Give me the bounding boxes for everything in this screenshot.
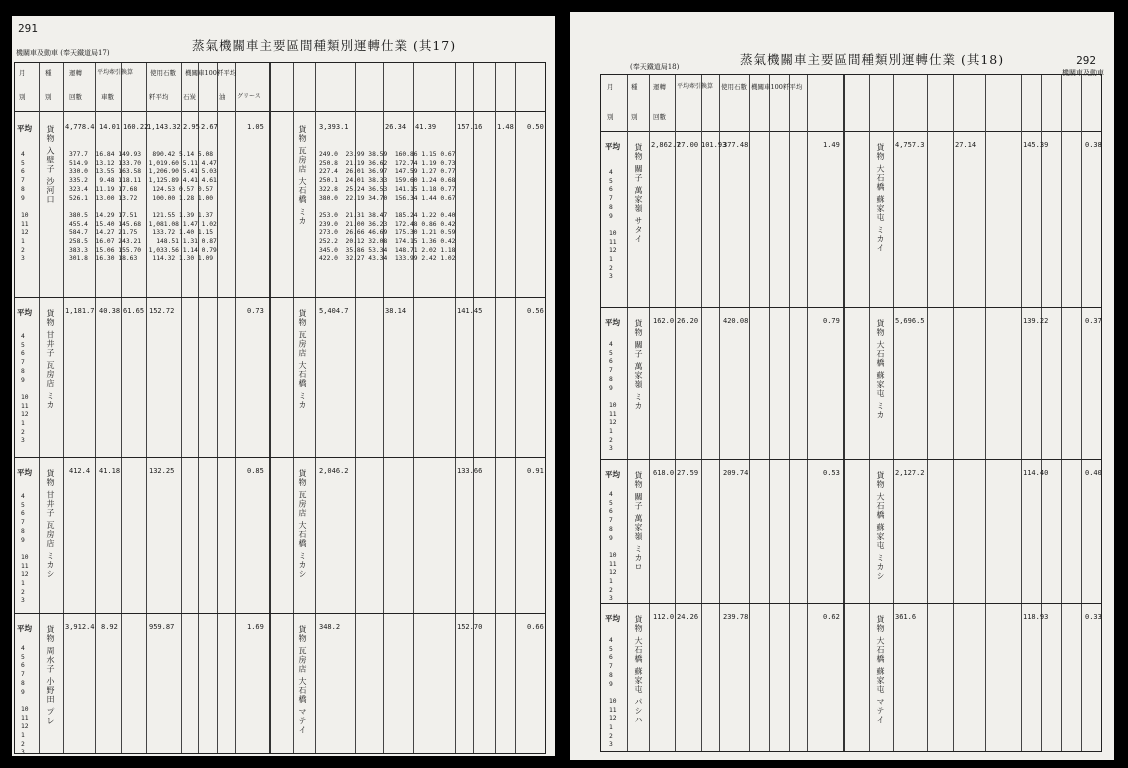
hdr-runs-count: 回數 bbox=[69, 93, 82, 101]
l-s4-route-a: 貨物 周水子 小野田 プレ bbox=[46, 625, 55, 726]
l-s1-route-a: 貨物 入壁子 沙河口 bbox=[46, 125, 55, 205]
r-s4-avg-cars: 24.26 bbox=[677, 613, 699, 621]
hdr-loco-100km: 機關車100粁平均 bbox=[185, 69, 237, 77]
r-s3-route-a: 貨物 關子 萬家嶺 ミカロ bbox=[634, 471, 643, 572]
r-s4-avg-runs: 112.0 bbox=[653, 613, 675, 621]
l-s1-avg-coal: 2.95 bbox=[183, 123, 200, 131]
hdr-oil: 油 bbox=[219, 93, 226, 101]
r-s2-avg-runs: 162.0 bbox=[653, 317, 675, 325]
l-s2-route-b: 貨物 瓦房店 大石橋 ミカ bbox=[298, 309, 307, 410]
hdr-grease: グリース bbox=[237, 93, 261, 100]
l-s2-avg-runs: 1,181.7 bbox=[65, 307, 95, 315]
r-s3-avg-grease: 0.53 bbox=[823, 469, 840, 477]
hdr-month: 月 bbox=[19, 69, 26, 77]
left-page-number: 291 bbox=[18, 22, 38, 35]
right-page bbox=[570, 12, 1114, 760]
l-s4-avg-cars: 8.92 bbox=[101, 623, 118, 631]
l-s1-avg-b-coal: 1.48 bbox=[497, 123, 514, 131]
right-corner-label: 機關車及動車 bbox=[1062, 69, 1104, 77]
r-s2-months: 4 5 6 7 8 9 10 11 12 1 2 3 bbox=[609, 341, 617, 453]
l-s4-avg-stone: 959.87 bbox=[149, 623, 175, 631]
r-hdr-month: 月 bbox=[607, 83, 614, 91]
l-s2-avg-cars: 40.38 bbox=[99, 307, 121, 315]
l-s4-avg-runs: 3,912.4 bbox=[65, 623, 95, 631]
l-s3-avg-grease: 0.85 bbox=[247, 467, 264, 475]
r-s4-avg-grease: 0.62 bbox=[823, 613, 840, 621]
r-s3-avg-b-grease: 0.40 bbox=[1085, 469, 1102, 477]
hdr-stone: 使用石數 bbox=[150, 69, 176, 77]
r-hdr-runs-count: 回數 bbox=[653, 113, 666, 121]
l-s3-avg-stone: 132.25 bbox=[149, 467, 175, 475]
l-s2-avg-grease: 0.73 bbox=[247, 307, 264, 315]
r-s3-months: 4 5 6 7 8 9 10 11 12 1 2 3 bbox=[609, 491, 617, 603]
l-s1-avg-b-runs: 3,393.1 bbox=[319, 123, 349, 131]
hdr-km-avg: 粁平均 bbox=[149, 93, 169, 101]
r-hdr-runs: 運轉 bbox=[653, 83, 666, 91]
l-s1-rows-a: 377.7 16.84 149.93 890.42 5.14 5.08 514.9 13.12 133.70 1,019.60 5.11 4.47 330.0 13.55 163.58 1,206.90 5.41 5.03 335.2 9.48 118.11 1,125.89 4.41 4.61 323.4 11.19 17.68 124.53 0.57 0.57 526.1 13.00 13.72 100.00 1.28 1.00 380.5 14.29 17.51 121.55 1.39 1.37 455.4 15.40 145.68 1,081.08 1.47 1.02 584.7 14.27 21.75 133.72 1.40 1.15 258.5 16.07 243.21 148.51 1.31 0.87 383.3 15.06 155.70 1,033.56 1.14 0.79 301.8 16.30 18.63 114.32 1.30 1.09 bbox=[69, 151, 217, 263]
right-table bbox=[600, 74, 1102, 752]
r-s2-avg-grease: 0.79 bbox=[823, 317, 840, 325]
l-s2-avg-km: 61.65 bbox=[123, 307, 145, 315]
l-s1-avg-cars: 14.01 bbox=[99, 123, 121, 131]
l-s2-avg-b-runs: 5,404.7 bbox=[319, 307, 349, 315]
l-s3-route-b: 貨物 瓦房店 大石橋 ミカシ bbox=[298, 469, 307, 579]
hdr-coal: 石炭 bbox=[183, 93, 196, 101]
r-s1-avg-km: 101.93 bbox=[701, 141, 727, 149]
r-s4-route-b: 貨物 大石橋 蘇家屯 マテイ bbox=[876, 615, 885, 725]
r-s4-route-a: 貨物 大石橋 蘇家屯 パシハ bbox=[634, 615, 643, 725]
l-s4-avg-b-stone: 152.70 bbox=[457, 623, 483, 631]
l-s1-avg-runs: 4,778.4 bbox=[65, 123, 95, 131]
l-s1-route-b: 貨物 瓦房店 大石橋 ミカ bbox=[298, 125, 307, 226]
r-hdr-month-bie: 別 bbox=[607, 113, 614, 121]
r-s3-route-b: 貨物 大石橋 蘇家屯 ミカシ bbox=[876, 471, 885, 581]
right-page-subtitle: (奉天鐵道局18) bbox=[630, 63, 680, 71]
l-s3-avg-b-grease: 0.91 bbox=[527, 467, 544, 475]
r-hdr-avg-traction: 平均牽引換算 bbox=[677, 83, 714, 90]
r-s4-avg-b-runs: 361.6 bbox=[895, 613, 917, 621]
l-s3-avg-b-stone: 133.66 bbox=[457, 467, 483, 475]
l-s1-avg-b-grease: 0.50 bbox=[527, 123, 544, 131]
r-s2-avg-b-runs: 5,696.5 bbox=[895, 317, 925, 325]
left-page bbox=[12, 16, 555, 756]
r-s2-route-b: 貨物 大石橋 蘇家屯 ミカ bbox=[876, 319, 885, 420]
l-s3-avg-runs: 412.4 bbox=[69, 467, 91, 475]
left-page-subtitle: 機關車及動車 (奉天鐵道局17) bbox=[16, 49, 110, 57]
l-s2-avg-b-grease: 0.56 bbox=[527, 307, 544, 315]
avg-label-3: 平均 bbox=[17, 468, 32, 477]
r-s1-avg-stone: 377.48 bbox=[723, 141, 749, 149]
l-s2-route-a: 貨物 甘井子 瓦房店 ミカ bbox=[46, 309, 55, 410]
r-s3-avg-b-stone: 114.40 bbox=[1023, 469, 1049, 477]
r-s1-avg-b-runs: 4,757.3 bbox=[895, 141, 925, 149]
l-s4-avg-b-runs: 348.2 bbox=[319, 623, 341, 631]
r-hdr-kind: 種 bbox=[631, 83, 638, 91]
l-s1-avg-grease: 1.05 bbox=[247, 123, 264, 131]
hdr-runs: 運轉 bbox=[69, 69, 82, 77]
r-s1-months: 4 5 6 7 8 9 10 11 12 1 2 3 bbox=[609, 169, 617, 281]
l-s1-avg-stone: 1,143.32 bbox=[147, 123, 181, 131]
avg-label-2: 平均 bbox=[17, 308, 32, 317]
l-s1-rows-b: 249.0 23.99 38.59 160.86 1.15 0.67 250.8 21.19 36.62 172.74 1.19 0.73 227.4 26.01 36.97 147.59 1.27 0.77 250.1 24.01 38.33 159.60 1.24 0.68 322.8 25.24 36.53 141.15 1.18 0.77 380.0 22.19 34.70 156.34 1.44 0.67 253.0 21.31 38.47 185.24 1.22 0.40 239.0 21.00 36.23 172.48 0.86 0.42 273.0 26.66 46.69 175.30 1.21 0.59 252.2 20.12 32.08 174.15 1.36 0.42 345.0 35.86 53.34 148.71 2.02 1.18 422.0 32.27 43.34 133.99 2.42 1.02 bbox=[319, 151, 456, 263]
l-s1-avg-km: 160.22 bbox=[123, 123, 149, 131]
avg-label-4: 平均 bbox=[17, 624, 32, 633]
r-s3-avg-runs: 618.0 bbox=[653, 469, 675, 477]
avg-label: 平均 bbox=[17, 124, 32, 133]
r-s1-avg-b-cars: 27.14 bbox=[955, 141, 977, 149]
r-s4-avg-stone: 239.78 bbox=[723, 613, 749, 621]
r-s1-avg-b-stone: 145.39 bbox=[1023, 141, 1049, 149]
r-s1-route-b: 貨物 大石橋 蘇家屯 ミカイ bbox=[876, 143, 885, 253]
l-s2-avg-stone: 152.72 bbox=[149, 307, 175, 315]
r-s2-avg-stone: 420.08 bbox=[723, 317, 749, 325]
r-s1-avg-b-grease: 0.38 bbox=[1085, 141, 1102, 149]
hdr-cars: 車數 bbox=[101, 93, 114, 101]
hdr-kind-bie: 別 bbox=[45, 93, 52, 101]
r-s1-avg-cars: 27.00 bbox=[677, 141, 699, 149]
hdr-avg-traction: 平均牽引換算 bbox=[97, 69, 134, 76]
r-hdr-loco-100km: 機關車100粁平均 bbox=[751, 83, 803, 91]
r-s4-avg-b-stone: 118.93 bbox=[1023, 613, 1049, 621]
r-s1-route-a: 貨物 關子 萬家嶺 サタイ bbox=[634, 143, 643, 244]
r-s3-avg-cars: 27.59 bbox=[677, 469, 699, 477]
r-s2-avg-b-stone: 139.22 bbox=[1023, 317, 1049, 325]
l-s4-avg-b-grease: 0.66 bbox=[527, 623, 544, 631]
l-s1-avg-b-cars: 26.34 bbox=[385, 123, 407, 131]
r-s4-months: 4 5 6 7 8 9 10 11 12 1 2 3 bbox=[609, 637, 617, 749]
l-s2-months: 4 5 6 7 8 9 10 11 12 1 2 3 bbox=[21, 333, 29, 445]
r-hdr-stone: 使用石數 bbox=[721, 83, 747, 91]
l-s4-months: 4 5 6 7 8 9 10 11 12 1 2 3 bbox=[21, 645, 29, 756]
r-s2-route-a: 貨物 關子 萬家嶺 ミカ bbox=[634, 319, 643, 411]
l-s1-avg-b-stone: 157.16 bbox=[457, 123, 483, 131]
r-s1-avg-grease: 1.49 bbox=[823, 141, 840, 149]
l-s1-months-a: 4 5 6 7 8 9 10 11 12 1 2 3 bbox=[21, 151, 29, 263]
l-s3-avg-cars: 41.18 bbox=[99, 467, 121, 475]
l-s1-avg-b-km: 41.39 bbox=[415, 123, 437, 131]
r-avg-label-4: 平均 bbox=[605, 614, 620, 623]
l-s2-avg-b-cars: 38.14 bbox=[385, 307, 407, 315]
left-table bbox=[14, 62, 546, 754]
r-s1-avg-runs: 2,862.7 bbox=[651, 141, 681, 149]
right-page-title: 蒸氣機關車主要區間種類別運轉仕業 (其18) bbox=[740, 52, 1005, 67]
r-hdr-kind-bie: 別 bbox=[631, 113, 638, 121]
hdr-kind: 種 bbox=[45, 69, 52, 77]
l-s1-avg-oil: 2.67 bbox=[201, 123, 218, 131]
l-s4-route-b: 貨物 瓦房店 大石橋 マテイ bbox=[298, 625, 307, 735]
l-s3-months: 4 5 6 7 8 9 10 11 12 1 2 3 bbox=[21, 493, 29, 605]
r-s3-avg-stone: 209.74 bbox=[723, 469, 749, 477]
l-s3-route-a: 貨物 甘井子 瓦房店 ミカシ bbox=[46, 469, 55, 579]
left-page-title: 蒸氣機關車主要區間種類別運轉仕業 (其17) bbox=[192, 38, 457, 53]
r-avg-label-2: 平均 bbox=[605, 318, 620, 327]
r-avg-label-1: 平均 bbox=[605, 142, 620, 151]
l-s2-avg-b-stone: 141.45 bbox=[457, 307, 483, 315]
hdr-month-bie: 別 bbox=[19, 93, 26, 101]
r-s2-avg-cars: 26.20 bbox=[677, 317, 699, 325]
r-s2-avg-b-grease: 0.37 bbox=[1085, 317, 1102, 325]
right-page-number: 292 bbox=[1076, 54, 1096, 67]
l-s4-avg-grease: 1.69 bbox=[247, 623, 264, 631]
r-s4-avg-b-grease: 0.33 bbox=[1085, 613, 1102, 621]
r-s3-avg-b-runs: 2,127.2 bbox=[895, 469, 925, 477]
l-s3-avg-b-runs: 2,046.2 bbox=[319, 467, 349, 475]
r-avg-label-3: 平均 bbox=[605, 470, 620, 479]
